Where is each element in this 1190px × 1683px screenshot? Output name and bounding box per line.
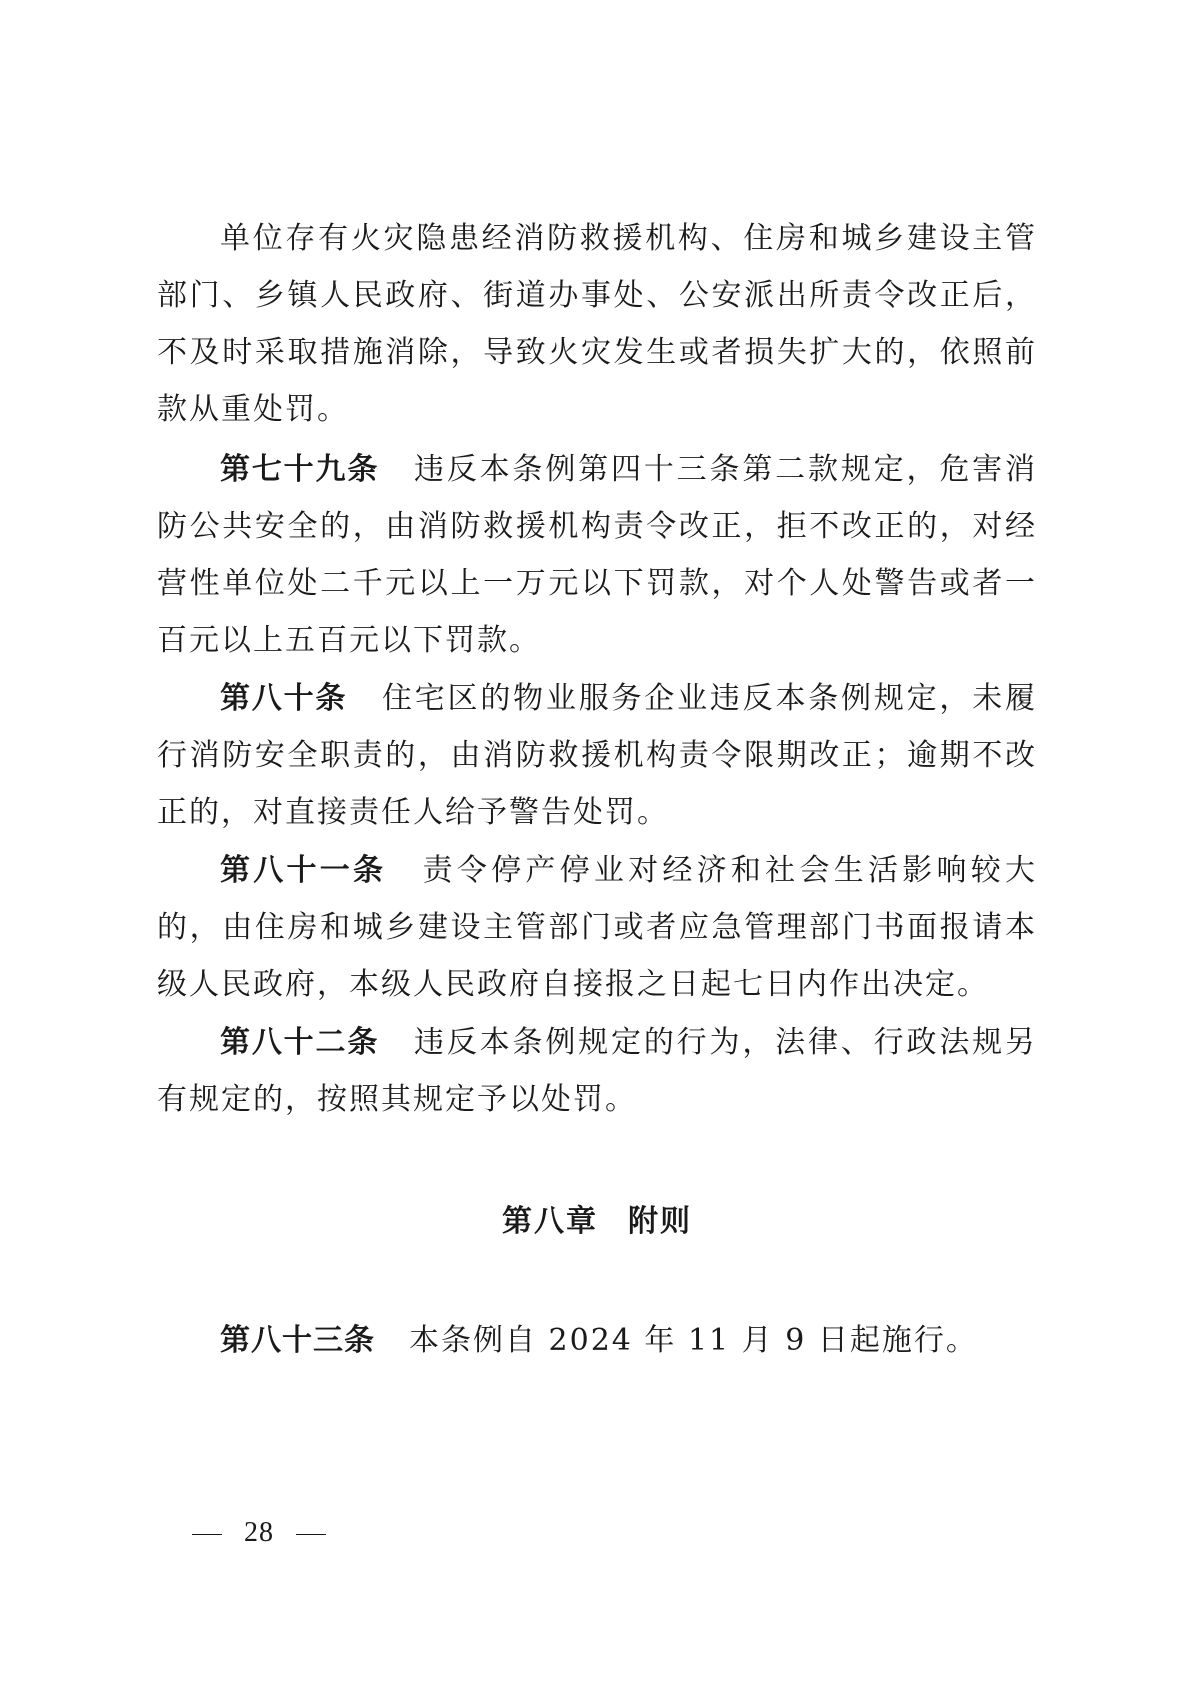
article-82 xyxy=(157,1014,1037,1128)
paragraph-continuation xyxy=(157,210,1037,438)
page-number-value: 28 xyxy=(244,1517,274,1548)
article-text: 本条例自 2024 年 11 月 9 日起施行。 xyxy=(409,1323,978,1358)
article-text: 违反本条例第四十三条第二款规定，危害消防公共安全的，由消防救援机构责令改正，拒不改正的，对经营性单位处二千元以上一万元以下罚款，对个人处警告或者一百元以上五百元以下罚款。 xyxy=(157,452,1038,658)
article-heading: 第七十九条 xyxy=(220,452,380,487)
page-number-left-dash xyxy=(192,1534,222,1535)
article-heading: 第八十三条 xyxy=(220,1323,375,1358)
article-text: 住宅区的物业服务企业违反本条例规定，未履行消防安全职责的，由消防救援机构责令限期改正；逾期不改正的，对直接责任人给予警告处罚。 xyxy=(157,681,1038,830)
article-heading: 第八十二条 xyxy=(220,1025,380,1060)
article-81 xyxy=(157,842,1037,1013)
page-number xyxy=(170,1517,348,1549)
chapter-number: 第八章 xyxy=(502,1204,598,1239)
chapter-title: 附则 xyxy=(628,1204,692,1239)
article-79 xyxy=(157,441,1037,669)
chapter-heading xyxy=(157,1196,1037,1240)
article-text: 违反本条例规定的行为，法律、行政法规另有规定的，按照其规定予以处罚。 xyxy=(157,1025,1038,1117)
page-number-right-dash xyxy=(296,1534,326,1535)
paragraph-text: 单位存有火灾隐患经消防救援机构、住房和城乡建设主管部门、乡镇人民政府、街道办事处、公安派出所责令改正后，不及时采取措施消除，导致火灾发生或者损失扩大的，依照前款从重处罚。 xyxy=(157,221,1037,427)
article-heading: 第八十条 xyxy=(220,681,348,716)
article-83 xyxy=(157,1312,1037,1369)
article-80 xyxy=(157,670,1037,841)
article-heading: 第八十一条 xyxy=(220,853,387,888)
article-text: 责令停产停业对经济和社会生活影响较大的，由住房和城乡建设主管部门或者应急管理部门书面报请本级人民政府，本级人民政府自接报之日起七日内作出决定。 xyxy=(157,853,1038,1002)
